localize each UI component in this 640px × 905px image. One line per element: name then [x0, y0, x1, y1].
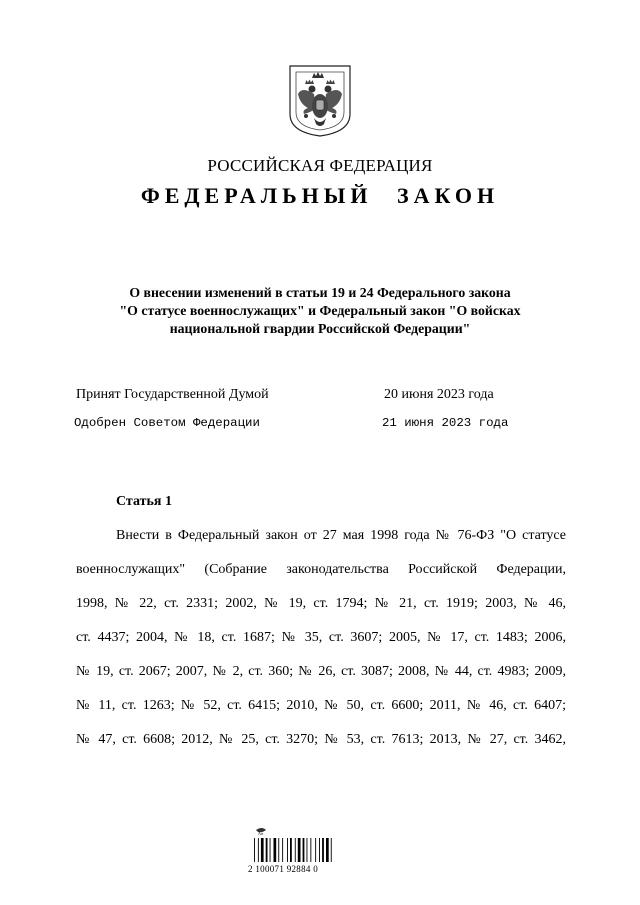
state-emblem-icon: [288, 64, 352, 138]
article-line: № 47, ст. 6608; 2012, № 25, ст. 3270; № 53, ст. 7613; 2013, № 27, ст. 3462,: [76, 732, 566, 747]
article-body: [76, 524, 566, 762]
subject-line: О внесении изменений в статьи 19 и 24 Федерального закона: [129, 285, 511, 300]
article-line: 1998, № 22, ст. 2331; 2002, № 19, ст. 1794; № 21, ст. 1919; 2003, № 46,: [76, 596, 566, 611]
barcode-number: 2 100071 92884 0: [248, 864, 319, 874]
law-type-heading: ФЕДЕРАЛЬНЫЙ ЗАКОН: [140, 183, 500, 208]
law-subject: [60, 284, 580, 338]
duma-adoption-date: 20 июня 2023 года: [384, 387, 494, 402]
svg-text:Art: Art: [258, 831, 264, 836]
article-line: военнослужащих" (Собрание законодательства Российской Федерации,: [76, 562, 566, 577]
council-approval-label: Одобрен Советом Федерации: [74, 416, 260, 430]
duma-adoption-label: Принят Государственной Думой: [76, 387, 269, 402]
subject-line: "О статусе военнослужащих" и Федеральный закон "О войсках: [119, 303, 521, 318]
article-line: № 11, ст. 1263; № 52, ст. 6415; 2010, № 50, ст. 6600; 2011, № 46, ст. 6407;: [76, 698, 566, 713]
article-title: Статья 1: [116, 494, 172, 509]
subject-line: национальной гвардии Российской Федерации": [169, 321, 471, 336]
article-line: ст. 4437; 2004, № 18, ст. 1687; № 35, ст. 3607; 2005, № 17, ст. 1483; 2006,: [76, 630, 566, 645]
council-approval-date: 21 июня 2023 года: [382, 416, 509, 430]
article-line: № 19, ст. 2067; 2007, № 2, ст. 360; № 26, ст. 3087; 2008, № 44, ст. 4983; 2009,: [76, 664, 566, 679]
country-heading: РОССИЙСКАЯ ФЕДЕРАЦИЯ: [207, 156, 433, 175]
article-line: Внести в Федеральный закон от 27 мая 1998 года № 76-ФЗ "О статусе: [116, 528, 566, 543]
